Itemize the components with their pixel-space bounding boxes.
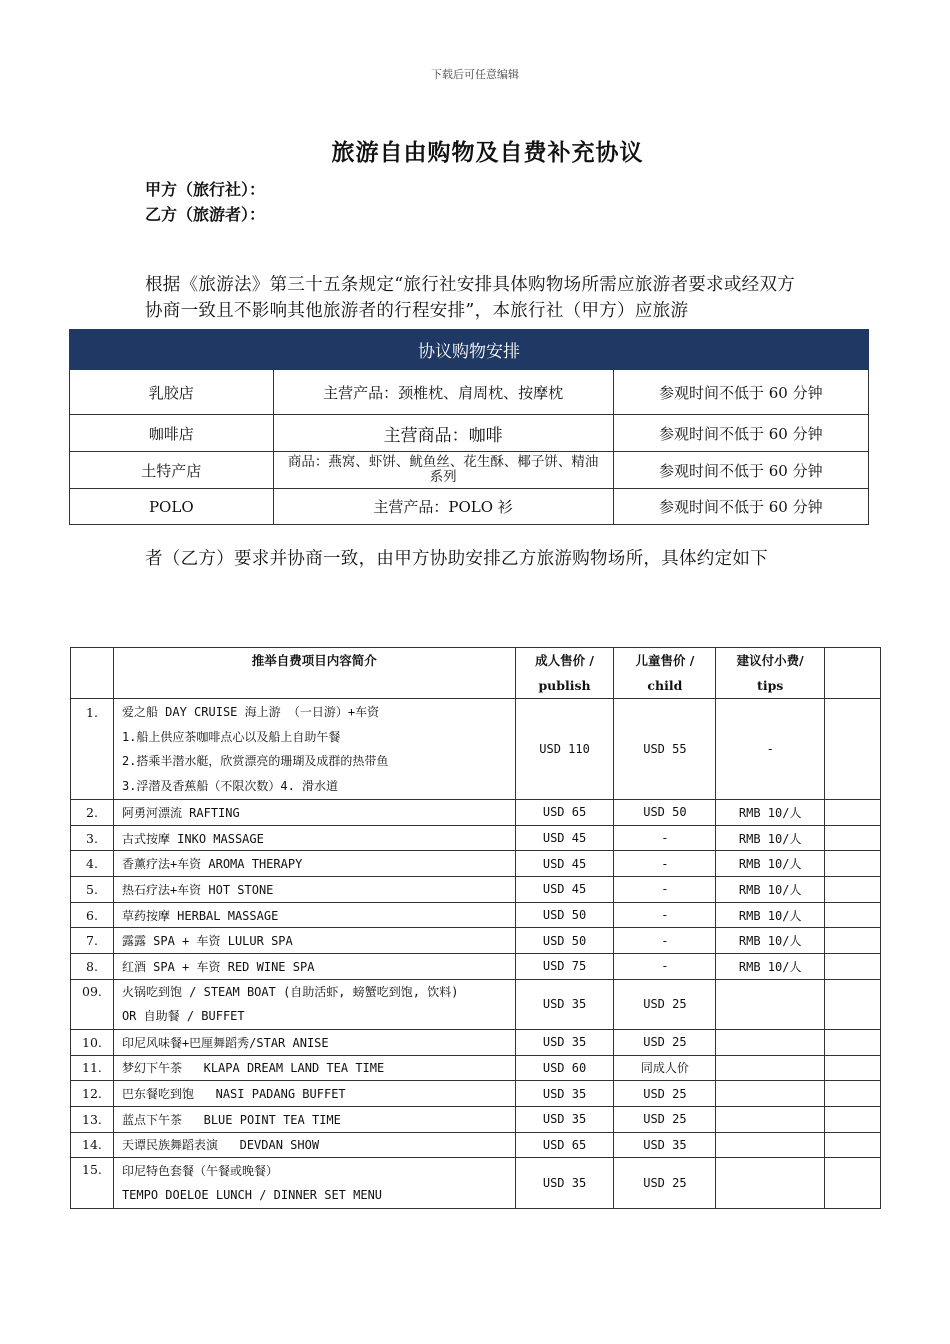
- shop-product: 商品：燕窝、虾饼、鱿鱼丝、花生酥、椰子饼、精油系列: [273, 452, 613, 489]
- item-description: 印尼风味餐+巴厘舞蹈秀/STAR ANISE: [113, 1029, 515, 1055]
- item-child-price: USD 25: [614, 1029, 716, 1055]
- item-description: 露露 SPA + 车资 LULUR SPA: [113, 928, 515, 954]
- item-tips: [716, 1158, 825, 1209]
- item-child-price: -: [614, 954, 716, 980]
- shopping-table-heading: 协议购物安排: [70, 330, 869, 370]
- item-adult-price: USD 60: [515, 1055, 614, 1081]
- item-number: 2.: [71, 800, 114, 826]
- item-extra: [825, 1029, 881, 1055]
- item-number: 4.: [71, 851, 114, 877]
- item-tips: [716, 1081, 825, 1107]
- shop-visit-time: 参观时间不低于 60 分钟: [613, 489, 868, 525]
- item-tips: RMB 10/人: [716, 902, 825, 928]
- header-extra: [825, 648, 881, 699]
- item-child-price: -: [614, 928, 716, 954]
- item-description: 爱之船 DAY CRUISE 海上游 （一日游）+车资 1.船上供应茶咖啡点心以及船上自助午餐 2.搭乘半潜水艇，欣赏漂亮的珊瑚及成群的热带鱼 3.浮潜及香蕉船（不限次数）4. 滑水道: [113, 699, 515, 800]
- item-number: 09.: [71, 979, 114, 1029]
- item-adult-price: USD 35: [515, 979, 614, 1029]
- item-description: 香薰疗法+车资 AROMA THERAPY: [113, 851, 515, 877]
- party-b-label: 乙方（旅游者）：: [145, 205, 266, 224]
- item-number: 8.: [71, 954, 114, 980]
- shop-visit-time: 参观时间不低于 60 分钟: [613, 452, 868, 489]
- item-number: 10.: [71, 1029, 114, 1055]
- item-child-price: 同成人价: [614, 1055, 716, 1081]
- header-adult-price: 成人售价 / publish: [515, 648, 614, 699]
- agreement-paragraph-1: 根据《旅游法》第三十五条规定“旅行社安排具体购物场所需应旅游者要求或经双方协商一致且不影响其他旅游者的行程安排”，本旅行社（甲方）应旅游: [145, 275, 796, 321]
- item-child-price: -: [614, 877, 716, 903]
- item-number: 1.: [71, 699, 114, 800]
- item-tips: RMB 10/人: [716, 954, 825, 980]
- item-number: 11.: [71, 1055, 114, 1081]
- shop-product: 主营产品：颈椎枕、肩周枕、按摩枕: [273, 370, 613, 415]
- item-number: 5.: [71, 877, 114, 903]
- item-child-price: -: [614, 851, 716, 877]
- shop-product: 主营商品：咖啡: [273, 415, 613, 452]
- item-adult-price: USD 110: [515, 699, 614, 800]
- item-description: 古式按摩 INKO MASSAGE: [113, 825, 515, 851]
- item-description: 火锅吃到饱 / STEAM BOAT (自助活虾, 螃蟹吃到饱, 饮料) OR 自助餐 / BUFFET: [113, 979, 515, 1029]
- shop-visit-time: 参观时间不低于 60 分钟: [613, 370, 868, 415]
- optional-tours-table: [70, 647, 881, 1209]
- item-number: 7.: [71, 928, 114, 954]
- item-description: 印尼特色套餐（午餐或晚餐） TEMPO DOELOE LUNCH / DINNER SET MENU: [113, 1158, 515, 1209]
- item-adult-price: USD 45: [515, 851, 614, 877]
- item-extra: [825, 1158, 881, 1209]
- agreement-paragraph-2: 者（乙方）要求并协商一致，由甲方协助安排乙方旅游购物场所，具体约定如下: [145, 549, 768, 569]
- item-child-price: USD 25: [614, 979, 716, 1029]
- item-adult-price: USD 50: [515, 928, 614, 954]
- item-tips: RMB 10/人: [716, 928, 825, 954]
- item-tips: RMB 10/人: [716, 877, 825, 903]
- item-extra: [825, 1106, 881, 1132]
- item-tips: [716, 1029, 825, 1055]
- header-tips: 建议付小费/ tips: [716, 648, 825, 699]
- item-adult-price: USD 35: [515, 1106, 614, 1132]
- item-extra: [825, 699, 881, 800]
- shop-name: 土特产店: [70, 452, 274, 489]
- header-number: [71, 648, 114, 699]
- item-description: 天谭民族舞蹈表演 DEVDAN SHOW: [113, 1132, 515, 1158]
- header-note: 下载后可任意编辑: [431, 68, 519, 81]
- item-adult-price: USD 35: [515, 1029, 614, 1055]
- shopping-arrangement-table: [69, 329, 869, 525]
- item-adult-price: USD 45: [515, 877, 614, 903]
- item-description: 蓝点下午茶 BLUE POINT TEA TIME: [113, 1106, 515, 1132]
- item-extra: [825, 1132, 881, 1158]
- item-description: 阿勇河漂流 RAFTING: [113, 800, 515, 826]
- item-child-price: USD 50: [614, 800, 716, 826]
- item-adult-price: USD 45: [515, 825, 614, 851]
- item-description: 巴东餐吃到饱 NASI PADANG BUFFET: [113, 1081, 515, 1107]
- item-tips: -: [716, 699, 825, 800]
- item-extra: [825, 1055, 881, 1081]
- item-extra: [825, 954, 881, 980]
- item-adult-price: USD 75: [515, 954, 614, 980]
- item-adult-price: USD 65: [515, 1132, 614, 1158]
- item-child-price: USD 25: [614, 1081, 716, 1107]
- item-child-price: -: [614, 902, 716, 928]
- item-description: 热石疗法+车资 HOT STONE: [113, 877, 515, 903]
- item-tips: RMB 10/人: [716, 851, 825, 877]
- header-child-price: 儿童售价 / child: [614, 648, 716, 699]
- item-extra: [825, 1081, 881, 1107]
- item-number: 14.: [71, 1132, 114, 1158]
- item-child-price: USD 35: [614, 1132, 716, 1158]
- item-number: 13.: [71, 1106, 114, 1132]
- item-tips: RMB 10/人: [716, 800, 825, 826]
- item-extra: [825, 877, 881, 903]
- item-tips: [716, 979, 825, 1029]
- item-extra: [825, 825, 881, 851]
- party-a-label: 甲方（旅行社）：: [145, 180, 266, 199]
- item-extra: [825, 979, 881, 1029]
- item-child-price: USD 25: [614, 1158, 716, 1209]
- item-adult-price: USD 35: [515, 1081, 614, 1107]
- item-tips: [716, 1106, 825, 1132]
- item-description: 红酒 SPA + 车资 RED WINE SPA: [113, 954, 515, 980]
- item-extra: [825, 902, 881, 928]
- item-child-price: USD 25: [614, 1106, 716, 1132]
- item-tips: [716, 1055, 825, 1081]
- shop-visit-time: 参观时间不低于 60 分钟: [613, 415, 868, 452]
- item-child-price: -: [614, 825, 716, 851]
- item-extra: [825, 928, 881, 954]
- item-extra: [825, 851, 881, 877]
- item-description: 梦幻下午茶 KLAPA DREAM LAND TEA TIME: [113, 1055, 515, 1081]
- item-number: 12.: [71, 1081, 114, 1107]
- item-tips: [716, 1132, 825, 1158]
- shop-name: 咖啡店: [70, 415, 274, 452]
- item-description: 草药按摩 HERBAL MASSAGE: [113, 902, 515, 928]
- item-tips: RMB 10/人: [716, 825, 825, 851]
- item-adult-price: USD 50: [515, 902, 614, 928]
- shop-name: 乳胶店: [70, 370, 274, 415]
- shop-product: 主营产品：POLO 衫: [273, 489, 613, 525]
- item-adult-price: USD 35: [515, 1158, 614, 1209]
- item-adult-price: USD 65: [515, 800, 614, 826]
- item-child-price: USD 55: [614, 699, 716, 800]
- item-number: 15.: [71, 1158, 114, 1209]
- shop-name: POLO: [70, 489, 274, 525]
- item-number: 3.: [71, 825, 114, 851]
- item-number: 6.: [71, 902, 114, 928]
- header-description: 推举自费项目内容简介: [113, 648, 515, 699]
- document-title: 旅游自由购物及自费补充协议: [331, 139, 644, 166]
- item-extra: [825, 800, 881, 826]
